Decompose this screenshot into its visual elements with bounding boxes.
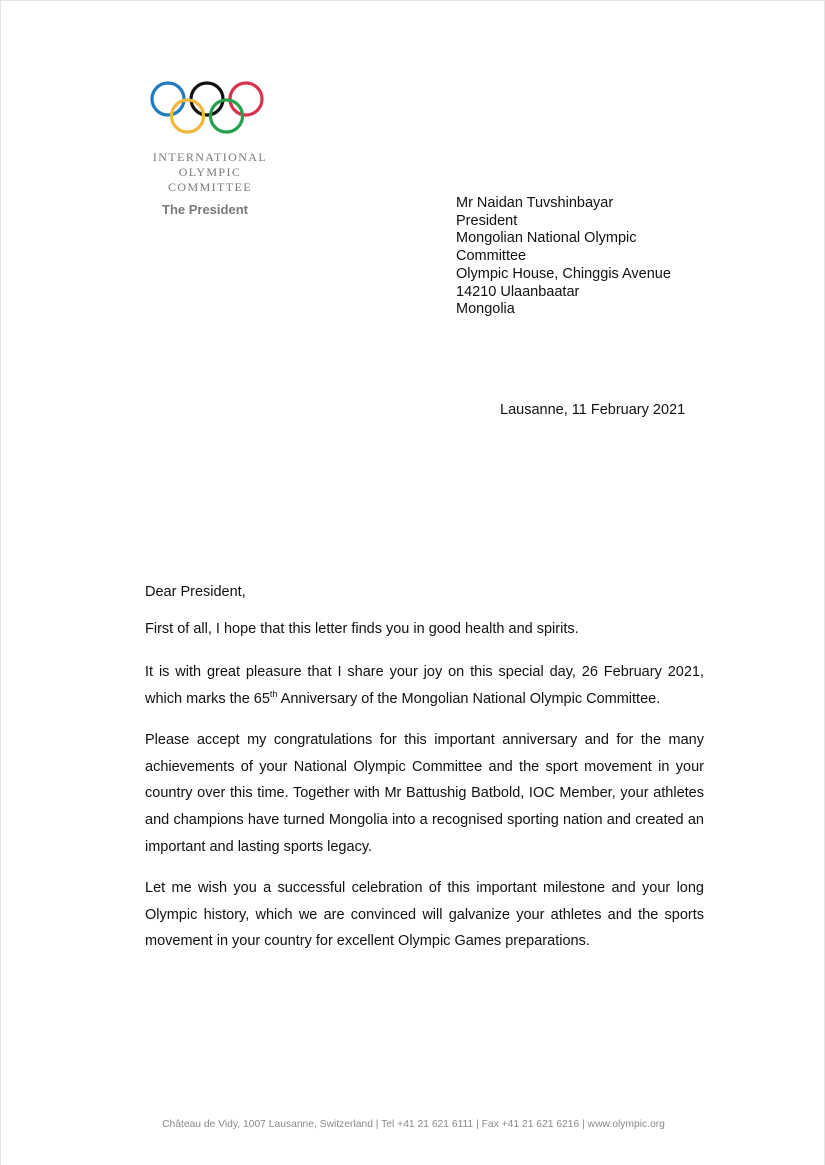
footer-contact-info: Château de Vidy, 1007 Lausanne, Switzerland | Tel +41 21 621 6111 | Fax +41 21 621 6216 | www.olympic.org bbox=[162, 1119, 665, 1130]
place-and-date: Lausanne, 11 February 2021 bbox=[500, 402, 686, 418]
paragraph-4: Let me wish you a successful celebration of this important milestone and your long Olympic history, which we are convinced will galvanize your athletes and the sports movement in your country for excellent Olympic Games preparations. bbox=[145, 880, 704, 950]
organization-name bbox=[143, 150, 277, 195]
paragraph-3: Please accept my congratulations for this important anniversary and for the many achievements of your National Olympic Committee and the sport movement in your country over this time. Together with Mr Battushig Batbold, IOC Member, your athletes and champions have turned Mongolia into a recognised sporting nation and created an important and lasting sports legacy. bbox=[145, 732, 704, 855]
yellow-ring bbox=[172, 100, 204, 132]
black-ring bbox=[191, 83, 223, 115]
recipient-title: President bbox=[456, 212, 518, 229]
green-ring bbox=[211, 100, 243, 132]
recipient-org-line-1: Mongolian National Olympic bbox=[456, 230, 637, 247]
blue-ring bbox=[152, 83, 184, 115]
recipient-country: Mongolia bbox=[456, 301, 515, 318]
red-ring bbox=[230, 83, 262, 115]
sender-role: The President bbox=[162, 202, 248, 217]
salutation: Dear President, bbox=[145, 584, 246, 600]
org-name-line-2: OLYMPIC bbox=[178, 165, 242, 179]
recipient-name: Mr Naidan Tuvshinbayar bbox=[456, 195, 614, 211]
paragraph-2-text-start: It is with great pleasure that I share your joy on this special day, 26 February 2021, which marks the 65 bbox=[145, 664, 704, 707]
paragraph-2-text-end: Anniversary of the Mongolian National Olympic Committee. bbox=[277, 690, 661, 707]
paragraph-1: First of all, I hope that this letter finds you in good health and spirits. bbox=[145, 621, 579, 637]
letter-body bbox=[145, 583, 704, 970]
paragraph-2 bbox=[145, 659, 704, 712]
org-name-line-1: INTERNATIONAL bbox=[152, 150, 268, 164]
recipient-city: 14210 Ulaanbaatar bbox=[456, 283, 580, 300]
recipient-address bbox=[456, 195, 671, 319]
recipient-street: Olympic House, Chinggis Avenue bbox=[456, 265, 671, 282]
org-name-line-3: COMMITTEE bbox=[168, 180, 252, 194]
recipient-org-line-2: Committee bbox=[456, 248, 527, 265]
ordinal-suffix: th bbox=[269, 688, 278, 699]
olympic-rings-logo bbox=[148, 79, 268, 137]
